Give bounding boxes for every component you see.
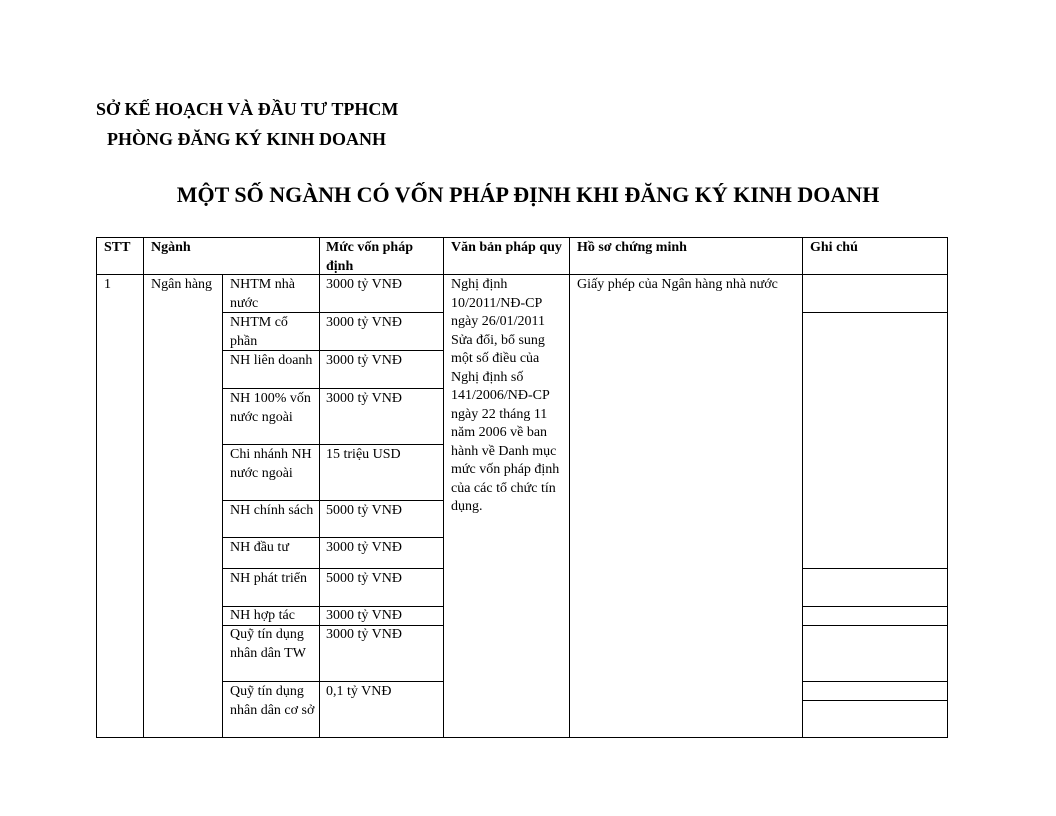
muc-von-value: 3000 tỷ VNĐ	[326, 277, 402, 292]
sub-nganh: NH phát triển	[230, 571, 307, 586]
table-border-left	[96, 237, 97, 738]
sub-nganh: Chi nhánh NH nước ngoài	[230, 447, 312, 481]
sub-nganh: NH liên doanh	[230, 353, 313, 368]
note-divider	[802, 312, 948, 313]
column-divider	[143, 237, 144, 738]
note-divider	[802, 700, 948, 701]
ho-so-text: Giấy phép của Ngân hàng nhà nước	[577, 277, 778, 292]
van-ban-text: Nghị định 10/2011/NĐ-CP ngày 26/01/2011 Sửa đổi, bổ sung một số điều của Nghị định số 141/2006/NĐ-CP ngày 22 tháng 11 năm 2006 về ban hành về Danh mục mức vốn pháp định của các tổ chức tín dụng.	[451, 277, 560, 514]
header-row-divider	[96, 274, 948, 275]
muc-von-value: 3000 tỷ VNĐ	[326, 353, 402, 368]
header-ghi-chu: Ghi chú	[810, 240, 858, 255]
document-title: MỘT SỐ NGÀNH CÓ VỐN PHÁP ĐỊNH KHI ĐĂNG KÝ KINH DOANH	[176, 182, 880, 207]
note-divider	[802, 568, 948, 569]
header-ho-so: Hồ sơ chứng minh	[577, 240, 687, 255]
department-name: PHÒNG ĐĂNG KÝ KINH DOANH	[107, 129, 386, 149]
stt-value: 1	[104, 277, 111, 292]
sub-nganh: NHTM cổ phần	[230, 315, 288, 349]
table-border-top	[96, 237, 948, 238]
nganh-group: Ngân hàng	[151, 277, 213, 292]
column-divider	[222, 274, 223, 738]
note-divider	[802, 625, 948, 626]
header-nganh: Ngành	[151, 240, 191, 255]
sub-nganh: NH 100% vốn nước ngoài	[230, 391, 311, 425]
sub-nganh: NH hợp tác	[230, 608, 295, 623]
row-divider	[222, 568, 444, 569]
muc-von-value: 5000 tỷ VNĐ	[326, 571, 402, 586]
muc-von-value: 0,1 tỷ VNĐ	[326, 684, 392, 699]
note-divider	[802, 681, 948, 682]
header-stt: STT	[104, 240, 131, 255]
agency-name: SỞ KẾ HOẠCH VÀ ĐẦU TƯ TPHCM	[96, 99, 399, 119]
muc-von-value: 3000 tỷ VNĐ	[326, 627, 402, 642]
column-divider	[569, 237, 570, 738]
muc-von-value: 15 triệu USD	[326, 447, 401, 462]
muc-von-value: 3000 tỷ VNĐ	[326, 391, 402, 406]
muc-von-value: 3000 tỷ VNĐ	[326, 608, 402, 623]
row-divider	[222, 537, 444, 538]
table-border-bottom	[96, 737, 948, 738]
header-muc-von: Mức vốn pháp định	[326, 240, 413, 274]
sub-nganh: NH đầu tư	[230, 540, 289, 555]
sub-nganh: Quỹ tín dụng nhân dân TW	[230, 627, 306, 661]
muc-von-value: 3000 tỷ VNĐ	[326, 540, 402, 555]
sub-nganh: NHTM nhà nước	[230, 277, 295, 311]
row-divider	[222, 388, 444, 389]
header-van-ban: Văn bản pháp quy	[451, 240, 562, 255]
muc-von-value: 3000 tỷ VNĐ	[326, 315, 402, 330]
row-divider	[222, 681, 444, 682]
row-divider	[222, 444, 444, 445]
row-divider	[222, 500, 444, 501]
capital-table	[96, 237, 948, 738]
note-divider	[802, 606, 948, 607]
muc-von-value: 5000 tỷ VNĐ	[326, 503, 402, 518]
sub-nganh: Quỹ tín dụng nhân dân cơ sở	[230, 684, 315, 718]
sub-nganh: NH chính sách	[230, 503, 314, 518]
